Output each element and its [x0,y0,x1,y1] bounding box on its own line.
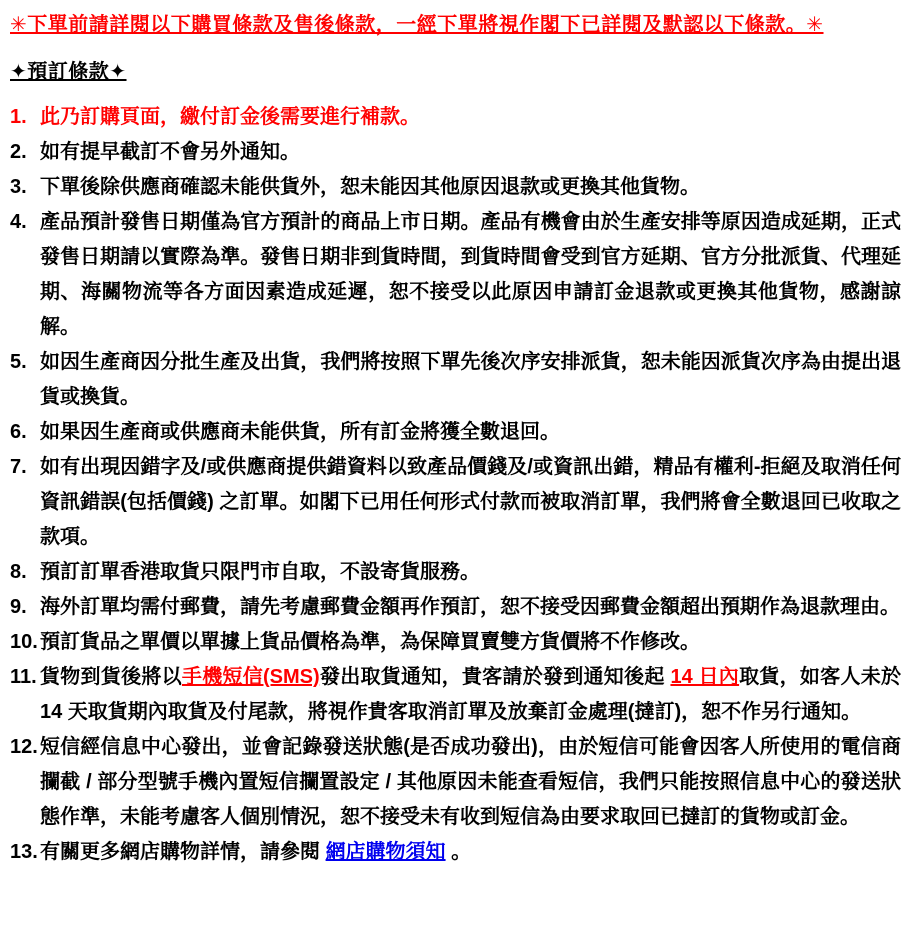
term-text-segment: 發出取貨通知，貴客請於發到通知後起 [319,666,671,688]
term-item-text [40,730,905,835]
term-text-segment: 預訂訂單香港取貨只限門市自取，不設寄貨服務。 [40,561,480,583]
red-highlighted-text: 手機短信(SMS) [181,666,320,688]
term-item-text [40,205,905,345]
term-item-text [40,835,905,870]
term-item-5 [8,345,905,415]
term-item-number: 9. [10,596,27,618]
term-item-text [40,450,905,555]
term-text-segment: 預訂貨品之單價以單據上貨品價格為準，為保障買賣雙方貨價將不作修改。 [40,631,700,653]
term-item-10 [8,625,905,660]
term-item-number: 6. [10,421,27,443]
term-text-segment: 海外訂單均需付郵費，請先考慮郵費金額再作預訂，恕不接受因郵費金額超出預期作為退款理由。 [40,596,900,618]
term-text-segment: 取貨，如客人未於 14 天取貨期內取貨及付尾款，將視作貴客取消訂單及放棄訂金處理(撻訂)，恕不作另行通知。 [40,666,901,723]
term-item-text [40,625,905,660]
term-item-4 [8,205,905,345]
term-item-1 [8,100,905,135]
term-text-segment: 此乃訂購頁面，繳付訂金後需要進行補款。 [40,106,420,128]
term-text-segment: 短信經信息中心發出，並會記錄發送狀態(是否成功發出)，由於短信可能會因客人所使用的電信商攔截 / 部分型號手機內置短信攔置設定 / 其他原因未能查看短信，我們只能按照信息中心的發送狀態作準，未能考慮客人個別情況，恕不接受未有收到短信為由要求取回已撻訂的貨物或訂金。 [40,736,901,828]
term-text-segment: 貨物到貨後將以 [40,666,182,688]
term-item-text [40,135,905,170]
term-item-6 [8,415,905,450]
term-item-number: 1. [10,106,27,128]
term-text-segment: 如有出現因錯字及/或供應商提供錯資料以致產品價錢及/或資訊出錯，精品有權利-拒絕及取消任何資訊錯誤(包括價錢) 之訂單。如閣下已用任何形式付款而被取消訂單，我們將會全數退回已收取之款項。 [40,456,901,548]
store-shopping-notice-link[interactable]: 網店購物須知 [325,841,446,863]
term-item-8 [8,555,905,590]
term-item-number: 5. [10,351,27,373]
term-item-11 [8,660,905,730]
term-item-text [40,415,905,450]
term-item-text [40,660,905,730]
term-item-3 [8,170,905,205]
term-item-number: 3. [10,176,27,198]
term-text-segment: 。 [445,841,472,863]
term-item-2 [8,135,905,170]
term-text-segment: 下單後除供應商確認未能供貨外，恕未能因其他原因退款或更換其他貨物。 [40,176,700,198]
term-item-text [40,170,905,205]
term-item-9 [8,590,905,625]
term-item-13 [8,835,905,870]
term-item-text [40,345,905,415]
term-text-segment: 有關更多網店購物詳情，請參閱 [40,841,326,863]
term-text-segment: 如果因生產商或供應商未能供貨，所有訂金將獲全數退回。 [40,421,560,443]
term-item-number: 12. [10,736,38,758]
term-item-number: 7. [10,456,27,478]
term-item-text [40,555,905,590]
term-item-7 [8,450,905,555]
term-item-number: 13. [10,841,38,863]
term-item-number: 8. [10,561,27,583]
term-text-segment: 如有提早截訂不會另外通知。 [40,141,300,163]
page-title: ✳下單前請詳閱以下購買條款及售後條款，一經下單將視作閣下已詳閱及默認以下條款。✳ [10,14,824,36]
term-item-number: 4. [10,211,27,233]
term-text-segment: 產品預計發售日期僅為官方預計的商品上市日期。產品有機會由於生產安排等原因造成延期，正式發售日期請以實際為準。發售日期非到貨時間，到貨時間會受到官方延期、官方分批派貨、代理延期、海關物流等各方面因素造成延遲，恕不接受以此原因申請訂金退款或更換其他貨物，感謝諒解。 [40,211,901,338]
red-highlighted-text: 14 日內 [670,666,740,688]
section-heading-wrap [10,59,905,86]
term-item-number: 11. [10,666,37,688]
term-item-text [40,590,905,625]
section-heading: ✦預訂條款✦ [10,61,127,83]
term-item-12 [8,730,905,835]
term-item-number: 10. [10,631,38,653]
term-text-segment: 如因生產商因分批生產及出貨，我們將按照下單先後次序安排派貨，恕未能因派貨次序為由提出退貨或換貨。 [40,351,901,408]
terms-list [8,100,905,870]
term-item-number: 2. [10,141,27,163]
term-item-text [40,100,905,135]
